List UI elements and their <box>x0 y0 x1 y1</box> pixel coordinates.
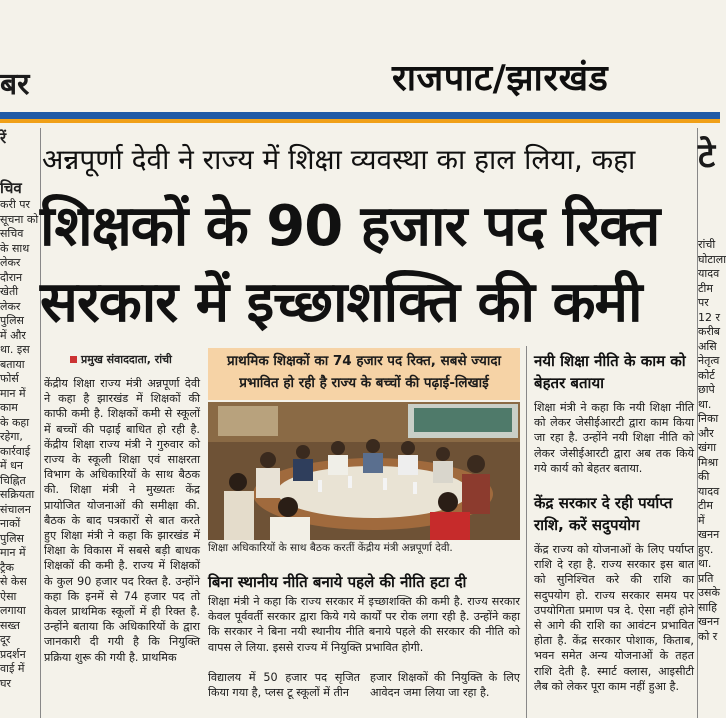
subheading-new-education-policy: नयी शिक्षा नीति के काम को बेहतर बताया <box>534 352 686 392</box>
masthead-fragment: बर <box>0 67 30 102</box>
far-right-line: छापे <box>698 383 715 396</box>
far-right-line: यादव <box>698 484 720 498</box>
headline-line-1: शिक्षकों के 90 हजार पद रिक्त <box>40 194 660 259</box>
left-column-line: पुलिस <box>0 531 24 545</box>
left-column-line: खेती <box>0 285 19 298</box>
left-column-line: में धन <box>0 459 23 472</box>
far-right-line: साहि <box>698 600 717 614</box>
far-right-line: खंगा <box>698 441 717 454</box>
left-column-line: मान में <box>0 386 26 400</box>
left-column-line: था. इस <box>0 343 30 356</box>
left-column-line: ऐसा <box>0 589 17 603</box>
left-column-line: घर <box>0 676 11 690</box>
far-right-line: रांची <box>698 238 716 251</box>
article-column-1: केंद्रीय शिक्षा राज्य मंत्री अन्नपूर्णा देवी ने कहा है झारखंड में शिक्षकों की काफी कमी है. शिक्षकों कमी से स्कूलों में बच्चों की पढ़ाई बाधित हो रही है. केंद्रीय शिक्षा राज्य मंत्री ने गुरुवार को राज्य के स्कूली शिक्षा एवं साक्षरता विभाग के अधिकारियों के साथ बैठक की. शिक्षा मंत्री ने मुख्यतः केंद्र प्रायोजित योजनाओं की समीक्षा की. बैठक के बाद पत्रकारों से बात करते हुए शिक्षा मंत्री ने कहा कि झारखंड में शिक्षा के विकास में सबसे बड़ी बाधक शिक्षकों की कमी है. राज्य में शिक्षकों के कुल 90 हजार पद रिक्त है. उन्होंने कहा कि इनमें से 74 हजार पद तो केवल प्राथमिक स्कूलों में ही रिक्त है. उन्होंने बताया कि अधिकारियों के द्वारा जानकारी दी गयी है कि नियुक्ति प्रक्रिया शुरू की गयी है. प्राथमिक <box>44 377 200 664</box>
left-column-line: से केस <box>0 575 27 588</box>
far-right-line: करीब <box>698 325 721 338</box>
far-right-line: घोटाला <box>698 252 726 266</box>
left-column-line: के कहा <box>0 415 30 429</box>
far-right-line: उसके <box>698 586 720 599</box>
left-column-line: पुलिस <box>0 314 24 327</box>
left-column-line: सचिव <box>0 227 24 240</box>
far-right-line: टीम <box>698 281 713 295</box>
left-column-line: लगाया <box>0 604 26 617</box>
left-column-line: दौरान <box>0 270 23 284</box>
left-column-line: मान में <box>0 546 26 559</box>
subsection-local-policy-text: शिक्षा मंत्री ने कहा कि राज्य सरकार में इच्छाशक्ति की कमी है. राज्य सरकार केवल पूर्ववर्ती सरकार द्वारा किये गये कार्यों पर रोक लगा रही है. उन्होंने कहा कि सरकार ने बिना नयी स्थानीय नीति बनाये पहले की सरकार की नीति को वापस ले लिया. इससे राज्य में नियुक्ति प्रभावित होगी. <box>208 595 520 654</box>
article-kicker: अन्नपूर्णा देवी ने राज्य में शिक्षा व्यवस्था का हाल लिया, कहा <box>42 143 636 176</box>
left-column-line: ट्रैक <box>0 560 14 574</box>
side-text-education-policy: शिक्षा मंत्री ने कहा कि नयी शिक्षा नीति को लेकर जेसीईआरटी द्वारा काम किया जा रहा है. उन्होंने नयी शिक्षा नीति को लेकर जेसीईआरटी द्वारा अब तक किये गये कार्य को बेहतर बताया. <box>534 401 694 475</box>
far-right-line: निका <box>698 412 719 425</box>
far-right-headline-fragment: टे <box>698 136 716 176</box>
far-right-column-fragment <box>698 128 726 718</box>
far-right-line: की <box>698 470 710 483</box>
left-column-lines <box>0 198 40 691</box>
far-right-line: प्रति <box>698 571 714 585</box>
meeting-photo <box>208 402 520 540</box>
far-right-line: मिश्रा <box>698 455 719 469</box>
article-column-3-bottom: हजार शिक्षकों की नियुक्ति के लिए आवेदन जमा लिया जा रहा है. <box>370 671 520 700</box>
far-right-line: था. <box>698 397 712 411</box>
far-right-line: हुए. <box>698 542 714 556</box>
far-right-line: कोर्ट <box>698 368 715 382</box>
left-column-line: नाकों <box>0 517 21 530</box>
left-column-line: दूर <box>0 633 11 646</box>
left-column-line: चिह्नित <box>0 473 26 487</box>
left-column-line: काम <box>0 401 18 414</box>
left-column-line: सख्त <box>0 618 20 632</box>
left-column-line: सूचना को <box>0 212 39 226</box>
far-right-line: टीम <box>698 499 713 512</box>
left-heading-1: रें <box>0 129 7 147</box>
left-column-line: फोर्स <box>0 372 19 385</box>
far-right-line: नेतृत्व <box>698 354 720 367</box>
subheading-local-policy: बिना स्थानीय नीति बनाये पहले की नीति हटा दी <box>208 573 467 591</box>
far-right-line: खनन <box>698 615 720 628</box>
left-column-line: प्रदर्शन <box>0 647 26 661</box>
photo-heading: प्राथमिक शिक्षकों का 74 हजार पद रिक्त, सबसे ज्यादा प्रभावित हो रही है राज्य के बच्चों की पढ़ाई-लिखाई <box>226 353 501 391</box>
left-column-line: के साथ <box>0 241 30 255</box>
far-right-line: था. <box>698 557 712 570</box>
far-right-line: खनन <box>698 528 720 541</box>
left-column-line: लेकर <box>0 299 21 313</box>
byline: प्रमुख संवाददाता, रांची <box>70 352 172 367</box>
left-column-line: संचालन <box>0 502 31 516</box>
far-right-line: में <box>698 513 705 527</box>
subheading-central-funds: केंद्र सरकार दे रही पर्याप्त राशि, करें सदुपयोग <box>534 494 673 534</box>
far-right-line: असि <box>698 339 717 353</box>
far-right-line: यादव <box>698 267 720 280</box>
left-column-line: लेकर <box>0 256 21 269</box>
left-column-line: सक्रियता <box>0 488 35 501</box>
left-heading-2: चिव <box>0 179 22 197</box>
far-right-line: और <box>698 426 714 440</box>
side-text-central-funds: केंद्र राज्य को योजनाओं के लिए पर्याप्त राशि दे रहा है. राज्य सरकार इस बात को सुनिश्चित करे की राशि का सदुपयोग हो. राज्य सरकार समय पर उपयोगिता प्रमाण पत्र दे. ऐसा नहीं होने से आगे की राशि का आवंटन प्रभावित होता है. केंद्र सरकार पोशाक, किताब, भवन समेत अन्य योजनाओं के तहत राशि देती है. स्मार्ट क्लास, आइसीटी लैब को लेकर पूरा काम नहीं हुआ है. <box>534 543 694 693</box>
left-column-line: रहेगा, <box>0 430 23 443</box>
photo-caption: शिक्षा अधिकारियों के साथ बैठक करतीं केंद्रीय मंत्री अन्नपूर्णा देवी. <box>208 542 453 554</box>
left-column-line: बताया <box>0 357 25 371</box>
far-right-line: पर <box>698 296 709 309</box>
far-right-lines <box>698 238 726 644</box>
article-column-2-bottom: विद्यालय में 50 हजार पद सृजित किया गया है, प्लस टू स्कूलों में तीन <box>208 671 360 700</box>
far-right-line: को र <box>698 629 718 643</box>
left-column-line: वाई में <box>0 662 25 675</box>
section-title: राजपाट/झारखंड <box>392 58 609 99</box>
left-column-line: में और <box>0 328 26 342</box>
column-divider-right <box>526 346 527 718</box>
left-column-fragment <box>0 128 40 718</box>
far-right-line: 12 र <box>698 310 720 324</box>
headline-line-2: सरकार में इच्छाशक्ति की कमी <box>40 270 642 335</box>
left-column-line: कार्रवाई <box>0 444 31 458</box>
left-column-line: करी पर <box>0 198 31 211</box>
header-rule-blue <box>0 112 720 119</box>
header-rule-orange <box>0 119 720 123</box>
